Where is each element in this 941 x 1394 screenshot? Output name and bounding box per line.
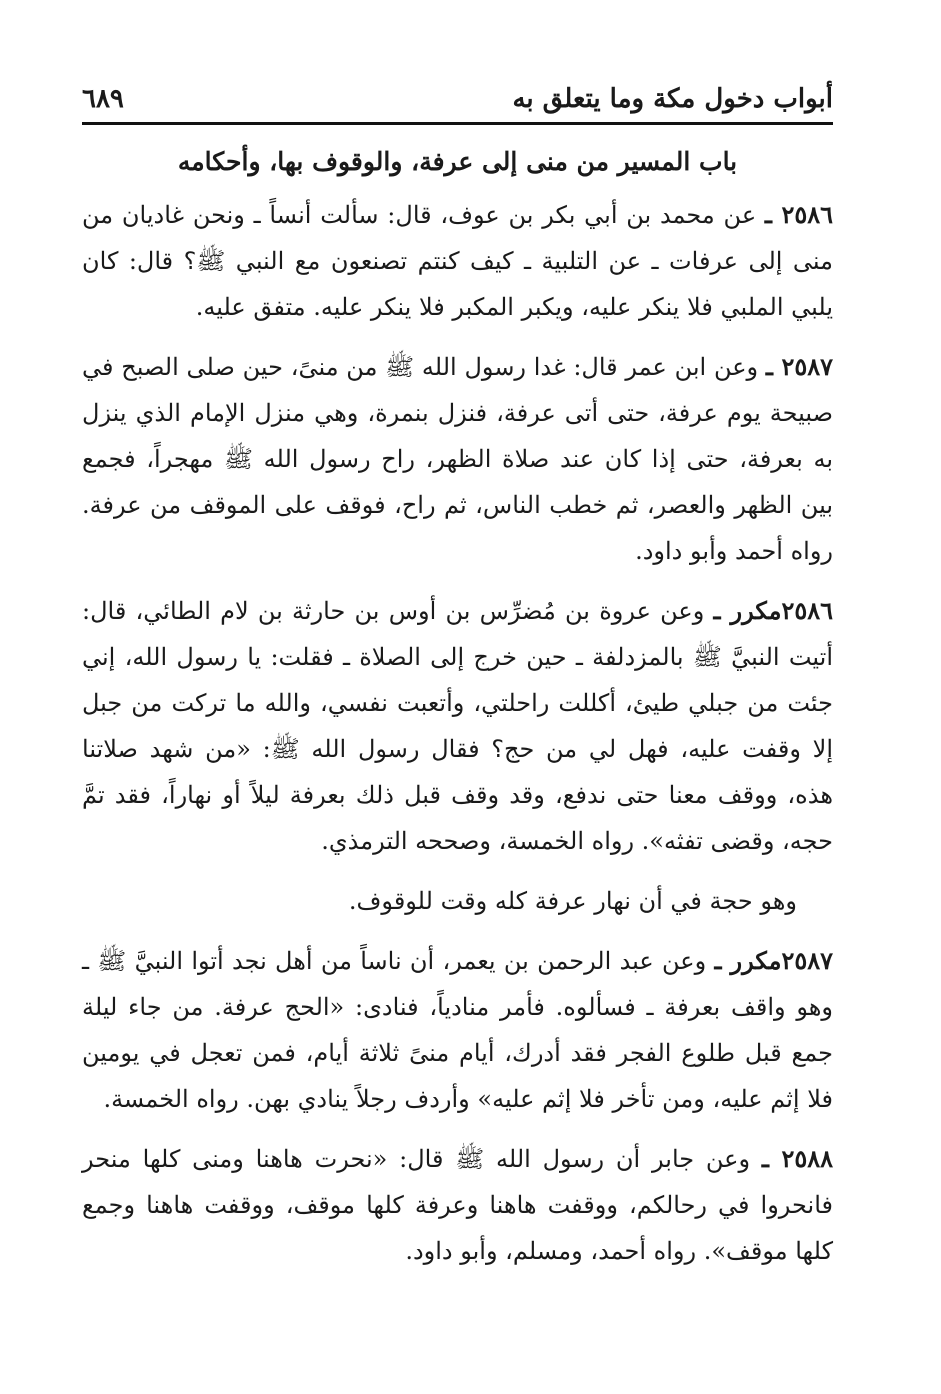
hadith-number: ٢٥٨٧ ـ <box>765 352 833 381</box>
hadith-number: ٢٥٨٦مكرر ـ <box>713 596 834 625</box>
hadith-text: وعن جابر أن رسول الله ﷺ قال: «نحرت هاهنا ومنى كلها منحر فانحروا في رحالكم، ووقفت هاهنا وعرفة كلها موقف، ووقفت هاهنا وجمع كلها موقف». رواه أحمد، ومسلم، وأبو داود. <box>82 1145 833 1265</box>
hadith-entry <box>82 938 833 1122</box>
hadith-text: وعن ابن عمر قال: غدا رسول الله ﷺ من منىً، حين صلى الصبح في صبيحة يوم عرفة، حتى أتى عرفة، فنزل بنمرة، وهي منزل الإمام الذي ينزل به بعرفة، حتى إذا كان عند صلاة الظهر، راح رسول الله ﷺ مهجراً، فجمع بين الظهر والعصر، ثم خطب الناس، ثم راح، فوقف على الموقف من عرفة. رواه أحمد وأبو داود. <box>82 353 833 565</box>
commentary-text: وهو حجة في أن نهار عرفة كله وقت للوقوف. <box>348 887 797 915</box>
hadith-number: ٢٥٨٦ ـ <box>764 200 833 229</box>
running-title: أبواب دخول مكة وما يتعلق به <box>512 84 833 114</box>
hadith-entry <box>82 344 833 574</box>
hadith-number: ٢٥٨٧مكرر ـ <box>714 946 834 975</box>
hadith-text: عن محمد بن أبي بكر بن عوف، قال: سألت أنساً ـ ونحن غاديان من منى إلى عرفات ـ عن التلبية ـ كيف كنتم تصنعون مع النبي ﷺ؟ قال: كان يلبي الملبي فلا ينكر عليه، ويكبر المكبر فلا ينكر عليه. متفق عليه. <box>82 201 833 321</box>
page-number: ٦٨٩ <box>82 84 124 114</box>
commentary-note <box>82 878 833 924</box>
running-header <box>82 78 833 125</box>
hadith-number: ٢٥٨٨ ـ <box>761 1144 833 1173</box>
hadith-text: وعن عروة بن مُضرِّس بن أوس بن حارثة بن لام الطائي، قال: أتيت النبيَّ ﷺ بالمزدلفة ـ حين خرج إلى الصلاة ـ فقلت: يا رسول الله، إني جئت من جبلي طيئ، أكللت راحلتي، وأتعبت نفسي، والله ما تركت من جبل إلا وقفت عليه، فهل لي من حج؟ فقال رسول الله ﷺ: «من شهد صلاتنا هذه، ووقف معنا حتى ندفع، وقد وقف قبل ذلك بعرفة ليلاً أو نهاراً، فقد تمَّ حجه، وقضى تفثه». رواه الخمسة، وصححه الترمذي. <box>82 597 834 855</box>
chapter-title: باب المسير من منى إلى عرفة، والوقوف بها، وأحكامه <box>177 147 738 176</box>
hadith-entry <box>82 192 833 330</box>
hadith-text: وعن عبد الرحمن بن يعمر، أن ناساً من أهل نجد أتوا النبيَّ ﷺ ـ وهو واقف بعرفة ـ فسألوه. فأمر منادياً، فنادى: «الحج عرفة. من جاء ليلة جمع قبل طلوع الفجر فقد أدرك، أيام منىً ثلاثة أيام، فمن تعجل في يومين فلا إثم عليه، ومن تأخر فلا إثم عليه» وأردف رجلاً ينادي بهن. رواه الخمسة. <box>82 947 833 1113</box>
hadith-entry <box>82 1136 833 1274</box>
hadith-entry <box>82 588 833 864</box>
